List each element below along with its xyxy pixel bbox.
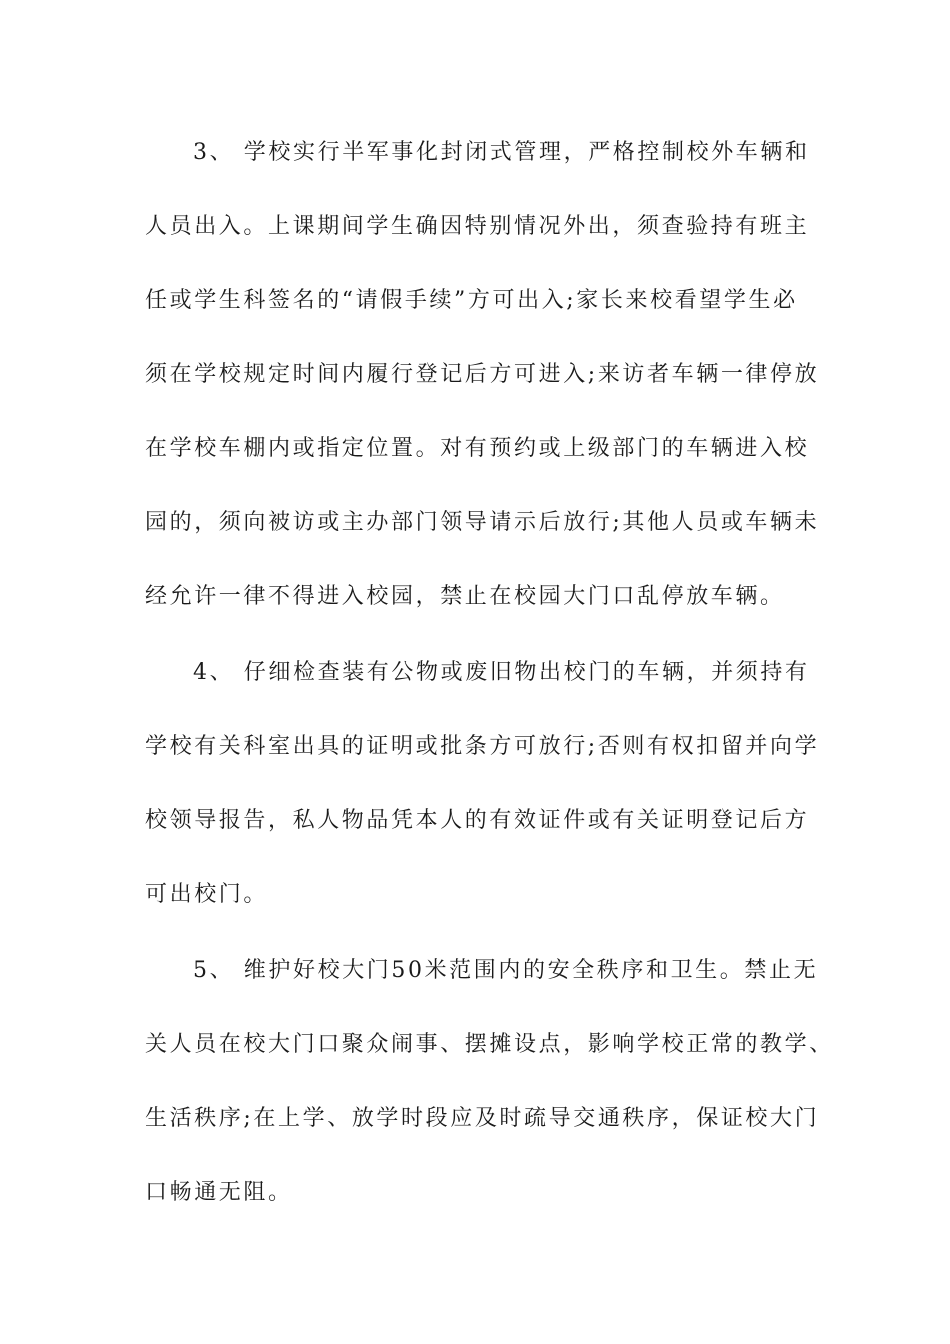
paragraph-3-line-4: 须在学校规定时间内履行登记后方可进入;来访者车辆一律停放 xyxy=(145,362,820,387)
paragraph-3-line-2: 人员出入。上课期间学生确因特别情况外出，须查验持有班主 xyxy=(145,214,810,239)
paragraph-4-line-1: 4、 仔细检查装有公物或废旧物出校门的车辆，并须持有 xyxy=(193,660,810,685)
paragraph-5-line-2: 关人员在校大门口聚众闹事、摆摊设点，影响学校正常的教学、 xyxy=(145,1032,834,1057)
paragraph-5-line-3: 生活秩序;在上学、放学时段应及时疏导交通秩序，保证校大门 xyxy=(145,1106,820,1131)
paragraph-3-line-7: 经允许一律不得进入校园，禁止在校园大门口乱停放车辆。 xyxy=(145,584,785,609)
paragraph-5-line-4: 口畅通无阻。 xyxy=(145,1180,293,1205)
paragraph-4-line-4: 可出校门。 xyxy=(145,882,269,907)
paragraph-3-line-6: 园的，须向被访或主办部门领导请示后放行;其他人员或车辆未 xyxy=(145,510,820,535)
paragraph-3-line-3: 任或学生科签名的“请假手续”方可出入;家长来校看望学生必 xyxy=(145,288,798,313)
paragraph-3-line-1: 3、 学校实行半军事化封闭式管理，严格控制校外车辆和 xyxy=(193,140,810,165)
paragraph-3-line-5: 在学校车棚内或指定位置。对有预约或上级部门的车辆进入校 xyxy=(145,436,810,461)
paragraph-4-line-3: 校领导报告，私人物品凭本人的有效证件或有关证明登记后方 xyxy=(145,808,810,833)
paragraph-5-line-1: 5、 维护好校大门50米范围内的安全秩序和卫生。禁止无 xyxy=(193,958,819,983)
paragraph-4-line-2: 学校有关科室出具的证明或批条方可放行;否则有权扣留并向学 xyxy=(145,734,820,759)
